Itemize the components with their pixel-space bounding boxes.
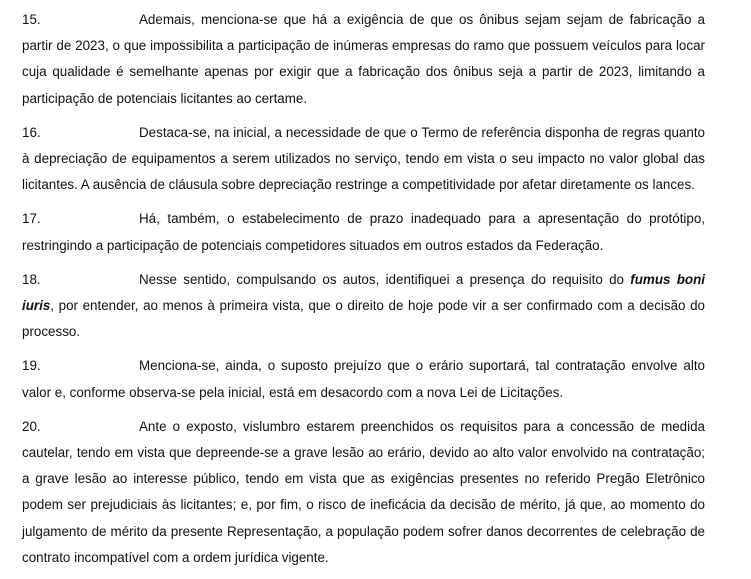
paragraph-text: Há, também, o estabelecimento de prazo inadequado para a apresentação do protótipo, restringindo a participação de potenciais competidores situados em outros estados da Federação. (22, 211, 705, 253)
latin-term-emphasis: fumus boni iuris (22, 271, 706, 314)
paragraph-text: Ademais, menciona-se que há a exigência de que os ônibus sejam sejam de fabricação a partir de 2023, o que impossibilita a participação de inúmeras empresas do ramo que possuem veículos para locar cuja qualidade é semelhante apenas por exigir que a fabricação dos ônibus seja a partir de 2023, limitando a participação de potenciais licitantes ao certame. (22, 12, 705, 106)
paragraph-19 (22, 353, 705, 405)
paragraph-number: 15. (22, 12, 41, 27)
paragraph-number: 19. (22, 358, 41, 374)
paragraph-text: Nesse sentido, compulsando os autos, identifiquei a presença do requisito do (139, 271, 631, 287)
paragraph-text: Ante o exposto, vislumbro estarem preenchidos os requisitos para a concessão de medida cautelar, tendo em vista que depreende-se a grave lesão ao erário, devido ao alto valor envolvido na contratação; a grave lesão ao interesse público, tendo em vista que as exigências presentes no referido Pregão Eletrônico podem ser prejudiciais às licitantes; e, por fim, o risco de ineficácia da decisão de mérito, já que, ao momento do julgamento de mérito da presente Representação, a população podem sofrer danos decorrentes de celebração de contrato incompatível com a ordem jurídica vigente. (22, 418, 705, 565)
paragraph-text: Destaca-se, na inicial, a necessidade de que o Termo de referência disponha de regras quanto à depreciação de equipamentos a serem utilizados no serviço, tendo em vista o seu impacto no valor global das licitantes. A ausência de cláusula sobre depreciação restringe a competitividade por afetar diretamente os lances. (22, 124, 705, 193)
paragraph-17 (22, 206, 705, 258)
paragraph-16 (22, 120, 705, 199)
document-page (22, 7, 705, 579)
paragraph-text: Menciona-se, ainda, o suposto prejuízo que o erário suportará, tal contratação envolve alto valor e, conforme observa-se pela inicial, está em desacordo com a nova Lei de Licitações. (22, 358, 705, 400)
paragraph-number: 20. (22, 418, 41, 434)
paragraph-number: 17. (22, 211, 41, 227)
paragraph-18 (22, 267, 705, 346)
paragraph-number: 16. (22, 124, 41, 140)
paragraph-number: 18. (22, 271, 41, 287)
paragraph-15 (22, 7, 705, 112)
paragraph-text-continued: , por entender, ao menos à primeira vista, que o direito de hoje pode vir a ser confirmado com a decisão do processo. (22, 298, 705, 340)
paragraph-20 (22, 414, 705, 571)
